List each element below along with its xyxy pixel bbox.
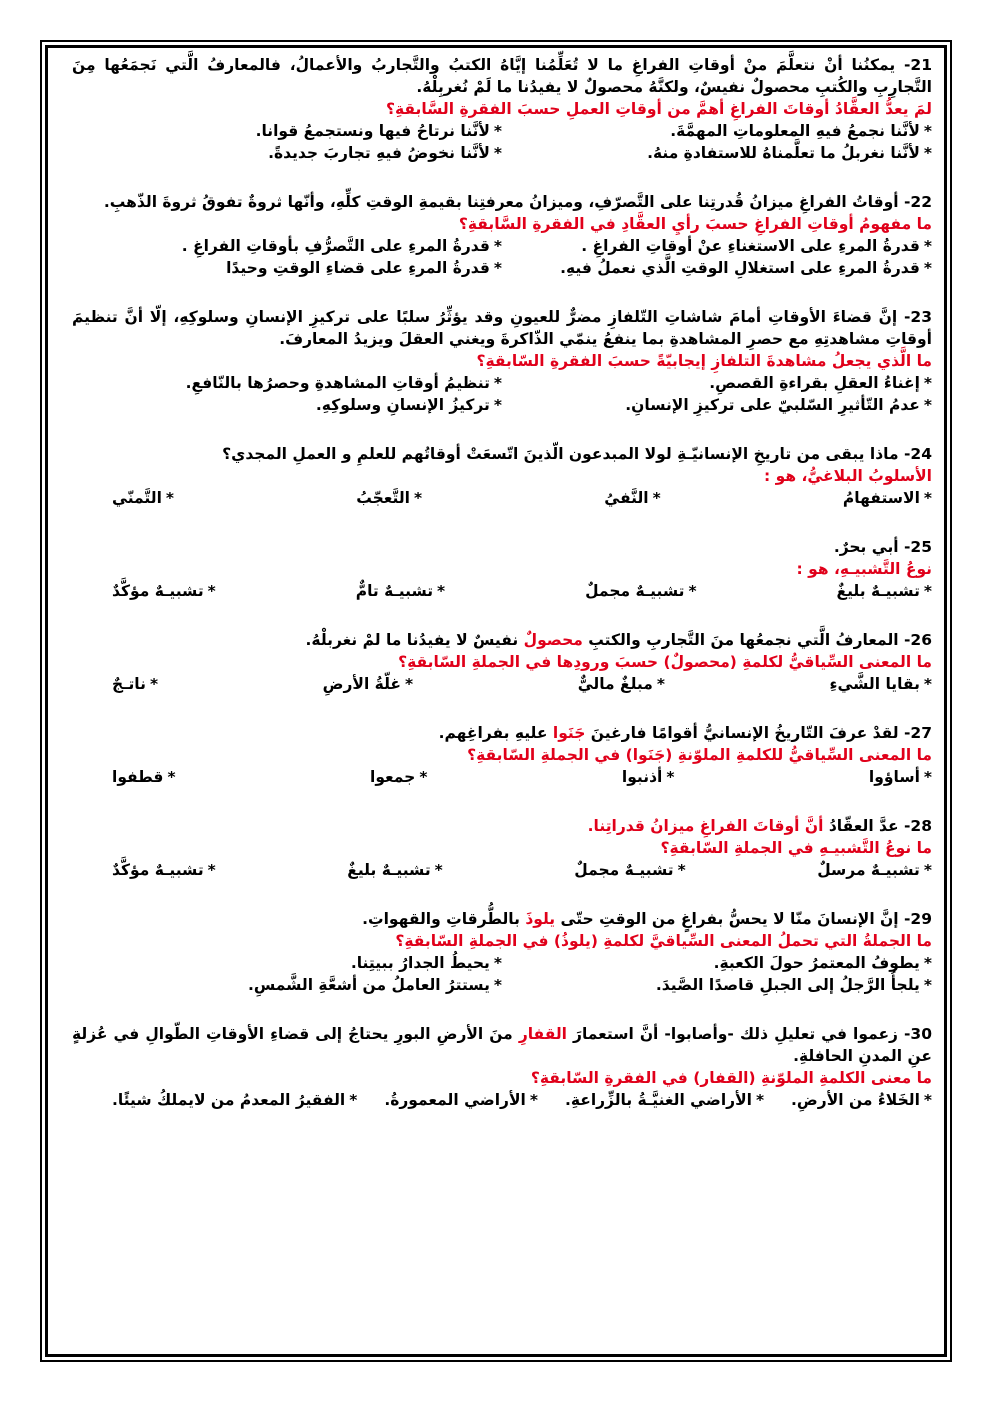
answer-options bbox=[72, 952, 932, 996]
answer-option[interactable]: *يستترُ العاملُ من أشعَّةِ الشَّمسِ. bbox=[247, 976, 502, 994]
answer-option[interactable]: *قدرةُ المرءِ على استغلالِ الوقتِ الَّذي نعملُ فيهِ. bbox=[560, 259, 932, 277]
answer-options bbox=[72, 673, 932, 695]
answer-option[interactable]: *قطفوا bbox=[112, 768, 176, 786]
answer-option[interactable]: *عدمُ التّأثيرِ السّلبيّ على تركيزِ الإنسانِ. bbox=[625, 396, 932, 414]
question-21 bbox=[72, 54, 932, 164]
answer-options bbox=[72, 120, 932, 164]
question-prompt: ما معنى الكلمةِ الملوّنةِ (القفار) في الفقرةِ السّابقةِ؟ bbox=[530, 1069, 932, 1087]
highlighted-word: يلوذَ bbox=[525, 910, 556, 928]
answer-option[interactable]: *التَّمنّي bbox=[112, 489, 174, 507]
answer-option[interactable]: *إغناءُ العقلِ بقراءةِ القصصِ. bbox=[709, 374, 932, 392]
answer-option[interactable]: *تشبيـهٌ مؤكَّدٌ bbox=[112, 582, 216, 600]
highlighted-word: جَنَوا bbox=[552, 724, 586, 742]
answer-option[interactable]: *الأراضي الغنيَّـةُ بالزِّراعةِ. bbox=[564, 1091, 765, 1109]
answer-option[interactable]: *يلجأُ الرَّجلُ إلى الجبلِ قاصدًا الصَّيدَ. bbox=[655, 976, 932, 994]
answer-option[interactable]: *تشبيـهٌ مرسلٌ bbox=[817, 861, 932, 879]
question-29 bbox=[72, 908, 932, 996]
answer-options bbox=[72, 372, 932, 416]
question-25 bbox=[72, 536, 932, 602]
question-prompt: ما المعنى السِّياقيُّ للكلمةِ الملوّنةِ (جَنَوا) في الجملةِ السّابقةِ؟ bbox=[467, 746, 932, 764]
answer-option[interactable]: *غلّةُ الأرضِ bbox=[322, 675, 414, 693]
answer-option[interactable]: *تشبيـهٌ مؤكَّدٌ bbox=[112, 861, 216, 879]
question-stem: 26- المعارفُ الَّتي نجمعُها منَ التَّجاربِ والكتبِ محصولٌ نفيسٌ لا يفيدُنا ما لمْ نغربلْهُ. bbox=[305, 631, 932, 649]
question-stem: 23- إنَّ قضاءَ الأوقاتِ أمامَ شاشاتِ التّلفازِ مضرٌّ للعيونِ وقد يؤثِّرُ سلبًا على تركيزِ الإنسانِ وسلوكِهِ، إلّا أنَّ تنظيمَ أوقاتِ مشاهدتِهِ مع حصرِ المشاهدةِ بما ينفعُ ينمّي الذّاكرةَ ويغني العقلَ ويزيدُ المعارفَ. bbox=[72, 308, 932, 348]
answer-option[interactable]: *تشبيـهٌ تامٌّ bbox=[355, 582, 446, 600]
answer-option[interactable]: *تنظيمُ أوقاتِ المشاهدةِ وحصرُها بالنّافعِ. bbox=[185, 374, 502, 392]
answer-option[interactable]: *قدرةُ المرءِ على التَّصرُّفِ بأوقاتِ الفراغِ . bbox=[181, 237, 502, 255]
highlighted-word: محصولٌ bbox=[523, 631, 583, 649]
answer-option[interactable]: *جمعوا bbox=[370, 768, 428, 786]
question-stem: 30- زعموا في تعليلِ ذلك -وأصابوا- أنَّ استعمارَ القفارِ منَ الأرضِ البورِ يحتاجُ إلى قضاءِ الأوقاتِ الطّوالِ في عُزلةٍ عنِ المدنِ الحافلةِ. bbox=[72, 1025, 932, 1065]
answer-option[interactable]: *ناتـجٌ bbox=[112, 675, 159, 693]
highlighted-word: القفارِ bbox=[518, 1025, 568, 1043]
answer-option[interactable]: *يطوفُ المعتمرُ حولَ الكعبةِ. bbox=[713, 954, 932, 972]
answer-option[interactable]: *لأنَّنا نغربلُ ما تعلَّمناهُ للاستفادةِ منهُ. bbox=[647, 144, 932, 162]
highlighted-phrase: أنَّ أوقاتَ الفراغِ ميزانُ قدراتِنا. bbox=[587, 817, 824, 835]
answer-option[interactable]: *لأنَّنا نجمعُ فيهِ المعلوماتِ المهمَّةَ. bbox=[670, 122, 932, 140]
question-28 bbox=[72, 815, 932, 881]
question-stem: 29- إنَّ الإنسانَ منّا لا يحسُّ بفراغٍ من الوقتِ حتّى يلوذَ بالطُّرقاتِ والقهواتِ. bbox=[362, 910, 932, 928]
answer-option[interactable]: *تشبيـهٌ مجملٌ bbox=[574, 861, 686, 879]
question-30 bbox=[72, 1023, 932, 1111]
answer-option[interactable]: *الأراضي المعمورةُ. bbox=[384, 1091, 538, 1109]
answer-option[interactable]: *التَّعجّبُ bbox=[356, 489, 423, 507]
answer-option[interactable]: *تشبيـهٌ مجملٌ bbox=[585, 582, 697, 600]
answer-option[interactable]: *الاستفهامُ bbox=[842, 489, 932, 507]
question-22 bbox=[72, 191, 932, 279]
question-prompt: ما المعنى السِّياقيُّ لكلمةِ (محصولٌ) حسبَ ورودِها في الجملةِ السّابقةِ؟ bbox=[398, 653, 932, 671]
answer-options bbox=[72, 580, 932, 602]
answer-option[interactable]: *النَّفيُ bbox=[604, 489, 661, 507]
question-prompt: ما الَّذي يجعلُ مشاهدةَ التلفازِ إيجابيّةً حسبَ الفقرةِ السّابقةِ؟ bbox=[476, 352, 932, 370]
question-prompt: لمَ يعدُّ العقَّادُ أوقاتَ الفراغِ أهمَّ من أوقاتِ العملِ حسبَ الفقرةِ السَّابقةِ؟ bbox=[385, 100, 932, 118]
question-stem: 27- لقدْ عرفَ التّاريخُ الإنسانيُّ أقوامًا فارغينَ جَنَوا عليهِ بفراغِهم. bbox=[438, 724, 932, 742]
question-stem: 21- يمكنُنا أنْ نتعلَّمَ منْ أوقاتِ الفراغِ ما لا تُعَلِّمُنا إيَّاهُ الكتبُ والتَّجاربُ والأعمالُ، فالمعارفُ الَّتي نَجمَعُها مِنَ التَّجارِبِ والكُتبِ محصولٌ نفيسٌ، ولكنَّهُ محصولٌ لا يفيدُنا ما لَمْ نُغربِلْهُ. bbox=[72, 56, 932, 96]
answer-option[interactable]: *تشبيـهٌ بليغٌ bbox=[836, 582, 932, 600]
question-stem: 24- ماذا يبقى من تاريخِ الإنسانيّـةِ لولا المبدعون الّذينَ اتّسعَتْ أوقاتُهم للعلمِ و العملِ المجدي؟ bbox=[222, 445, 932, 463]
answer-option[interactable]: *تركيزُ الإنسانِ وسلوكِهِ. bbox=[315, 396, 502, 414]
question-prompt: ما الجملةُ التي تحملُ المعنى السِّياقيَّ لكلمةِ (يلوذُ) في الجملةِ السّابقةِ؟ bbox=[395, 932, 932, 950]
question-stem: 25- أبي بحرٌ. bbox=[833, 538, 932, 556]
question-prompt: نوعُ التَّشبيـهِ، هو : bbox=[796, 560, 932, 578]
question-prompt: ما مفهومُ أوقاتِ الفراغِ حسبَ رأيِ العقَّادِ في الفقرةِ السَّابقةِ؟ bbox=[458, 215, 932, 233]
answer-options bbox=[72, 1089, 932, 1111]
answer-option[interactable]: *الخَلاءُ من الأرضِ. bbox=[791, 1091, 932, 1109]
answer-option[interactable]: *الفقيرُ المعدمُ من لايملكُ شيئًا. bbox=[112, 1091, 358, 1109]
answer-option[interactable]: *لأنَّنا نرتاحُ فيها ونستجمعُ قوانا. bbox=[255, 122, 502, 140]
answer-options bbox=[72, 859, 932, 881]
question-27 bbox=[72, 722, 932, 788]
answer-options bbox=[72, 235, 932, 279]
answer-options bbox=[72, 766, 932, 788]
answer-option[interactable]: *مبلغٌ ماليٌّ bbox=[577, 675, 665, 693]
question-prompt: الأسلوبُ البلاغيُّ، هو : bbox=[764, 467, 932, 485]
question-26 bbox=[72, 629, 932, 695]
worksheet-content bbox=[72, 54, 932, 1138]
question-24 bbox=[72, 443, 932, 509]
answer-option[interactable]: *قدرةُ المرءِ على الاستغناءِ عنْ أوقاتِ الفراغِ . bbox=[581, 237, 932, 255]
question-prompt: ما نوعُ التَّشبيـهِ في الجملةِ السّابقةِ؟ bbox=[660, 839, 932, 857]
answer-option[interactable]: *لأنَّنا نخوضُ فيهِ تجاربَ جديدةً. bbox=[268, 144, 502, 162]
answer-option[interactable]: *تشبيـهٌ بليغٌ bbox=[347, 861, 443, 879]
answer-option[interactable]: *يحيطُ الجدارُ ببيتِنا. bbox=[350, 954, 502, 972]
question-stem: 22- أوقاتُ الفراغِ ميزانُ قُدرتِنا على التَّصرّفِ، وميزانُ معرفتِنا بقيمةِ الوقتِ كلِّهِ، وأنّها ثروةٌ تفوقُ ثروةَ الذّهبِ. bbox=[103, 193, 932, 211]
question-23 bbox=[72, 306, 932, 416]
answer-option[interactable]: *أذنبوا bbox=[621, 768, 675, 786]
answer-option[interactable]: *أساؤوا bbox=[868, 768, 932, 786]
answer-options bbox=[72, 487, 932, 509]
question-stem: 28- عدَّ العقّادُ أنَّ أوقاتَ الفراغِ ميزانُ قدراتِنا. bbox=[587, 817, 932, 835]
answer-option[interactable]: *بقايا الشَّيءِ bbox=[829, 675, 932, 693]
answer-option[interactable]: *قدرةُ المرءِ على قضاءِ الوقتِ وحيدًا bbox=[226, 259, 502, 277]
